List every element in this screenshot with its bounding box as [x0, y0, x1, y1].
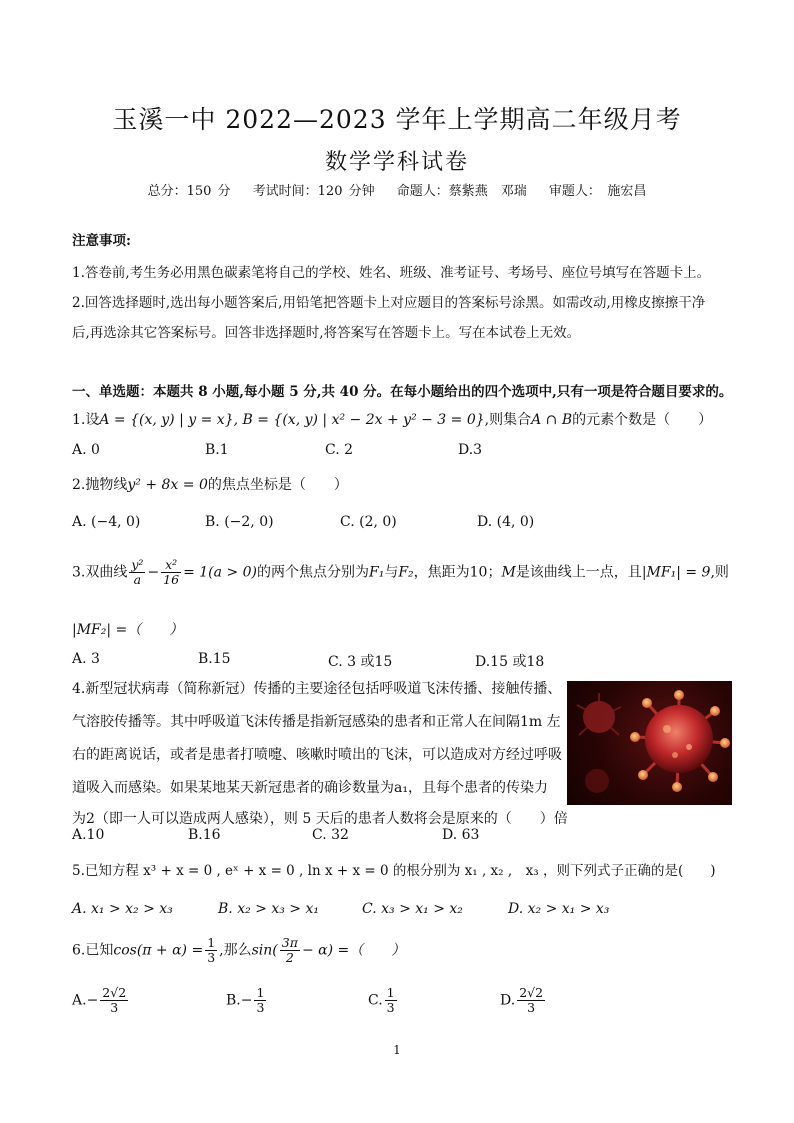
q1-option-d[interactable]: D.3 — [458, 442, 483, 458]
virus-blur — [585, 769, 609, 793]
question-4-line-2: 气溶胶传播等。其中呼吸道飞沫传播是指新冠感染的患者和正常人在间隔1m 左 — [72, 714, 561, 730]
q4-option-a[interactable]: A.10 — [72, 827, 105, 843]
fraction-1-3: $\frac{1}{3}$ — [207, 935, 216, 965]
question-4-line-4: 道吸入而感染。如果某地某天新冠患者的确诊数量为a₁，且每个患者的传染力 — [72, 780, 548, 796]
virus-small — [577, 693, 621, 735]
notice-heading: 注意事项: — [72, 233, 131, 249]
q3-option-d[interactable]: D.15 或18 — [475, 654, 545, 670]
exam-title: 玉溪一中 2022—2023 学年上学期高二年级月考 — [112, 105, 682, 134]
section-heading: 一、单选题：本题共 8 小题,每小题 5 分,共 40 分。在每小题给出的四个选项中,只有一项是符合题目要求的。 — [72, 384, 733, 400]
question-5: 5.已知方程 x³ + x = 0 , eˣ + x = 0 , ln x + x = 0 的根分别为 x₁ , x₂ , x₃ ，则下列式子正确的是( ) — [72, 863, 716, 879]
q5-option-c[interactable]: C. x₃ > x₁ > x₂ — [362, 901, 463, 917]
q5-option-b[interactable]: B. x₂ > x₃ > x₁ — [218, 901, 319, 917]
question-4-line-1: 4.新型冠状病毒（简称新冠）传播的主要途径包括呼吸道飞沫传播、接触传播、 — [72, 681, 562, 697]
question-setter: 命题人：蔡紫燕 邓瑞 — [396, 184, 527, 199]
q6-option-d[interactable]: D. $\frac{2√2}{3}$ — [500, 985, 544, 1015]
page-number: 1 — [393, 1043, 401, 1057]
coronavirus-image — [567, 681, 732, 805]
q5-option-d[interactable]: D. x₂ > x₁ > x₃ — [508, 901, 610, 917]
set-a: A = {(x, y) | y = x} — [99, 412, 234, 428]
q3-option-b[interactable]: B.15 — [198, 651, 231, 667]
fraction-y2-a: $\frac{\text{y²}}{a}$ — [131, 557, 144, 587]
q6-option-a[interactable]: A.− $\frac{2√2}{3}$ — [72, 985, 127, 1015]
q2-option-b[interactable]: B. (−2, 0) — [205, 514, 274, 530]
question-3-line-2: |MF₂| =（ ） — [72, 622, 184, 638]
q2-option-d[interactable]: D. (4, 0) — [477, 514, 535, 530]
question-4-line-3: 右的距离说话，或者是患者打喷嚏、咳嗽时喷出的飞沫，可以造成对方经过呼吸 — [72, 747, 562, 763]
notice-line-1: 1.答卷前,考生务必用黑色碳素笔将自己的学校、姓名、班级、准考证号、考场号、座位号填写在答题卡上。 — [72, 265, 711, 281]
q4-option-d[interactable]: D. 63 — [442, 827, 480, 843]
q4-option-b[interactable]: B.16 — [188, 827, 221, 843]
reviewer: 审题人： 施宏昌 — [548, 184, 647, 199]
fraction-x2-16: $\frac{\text{x²}}{16}$ — [163, 557, 180, 587]
q1-option-b[interactable]: B.1 — [205, 442, 229, 458]
total-score: 总分：150 分 — [147, 184, 231, 199]
exam-meta — [0, 180, 794, 199]
exam-time: 考试时间：120 分钟 — [252, 184, 375, 199]
q2-option-a[interactable]: A. (−4, 0) — [72, 514, 141, 530]
coronavirus-illustration — [567, 681, 732, 805]
fraction-3pi-2: $\frac{3\pi}{2}$ — [281, 935, 298, 965]
q2-option-c[interactable]: C. (2, 0) — [340, 514, 397, 530]
q6-option-c[interactable]: C. $\frac{1}{3}$ — [368, 985, 395, 1015]
q4-option-c[interactable]: C. 32 — [312, 827, 349, 843]
q3-option-c[interactable]: C. 3 或15 — [328, 654, 393, 670]
question-3: 3.双曲线 $\frac{\text{y²}}{a}$ − $\frac{\text{x²}}{16}$ = 1(a > 0)的两个焦点分别为F₁与F₂，焦距为10；M是该曲线上一点，且|MF₁| = 9,则 — [72, 557, 729, 587]
question-4-line-5: 为2（即一人可以造成两人感染），则 5 天后的患者人数将会是原来的（ ）倍 — [72, 811, 568, 827]
question-1: 1.设A = {(x, y) | y = x}, B = {(x, y) | x² − 2x + y² − 3 = 0},则集合A ∩ B的元素个数是（ ） — [72, 412, 713, 428]
question-6: 6.已知cos(π + α) = $\frac{1}{3}$ ,那么sin( $\frac{3\pi}{2}$ − α) =（ ） — [72, 935, 406, 965]
q6-option-b[interactable]: B.− $\frac{1}{3}$ — [226, 985, 265, 1015]
notice-line-2: 2.回答选择题时,选出每小题答案后,用铅笔把答题卡上对应题目的答案标号涂黑。如需改动,用橡皮擦擦干净 — [72, 295, 706, 311]
q1-option-c[interactable]: C. 2 — [325, 442, 354, 458]
exam-subtitle: 数学学科试卷 — [324, 150, 469, 175]
question-2: 2.抛物线y² + 8x = 0的焦点坐标是（ ） — [72, 477, 348, 493]
q1-option-a[interactable]: A. 0 — [72, 442, 100, 458]
notice-line-3: 后,再选涂其它答案标号。回答非选择题时,将答案写在答题卡上。写在本试卷上无效。 — [72, 325, 581, 341]
virus-large — [630, 690, 730, 792]
q3-option-a[interactable]: A. 3 — [72, 651, 100, 667]
set-b: , B = {(x, y) | x² − 2x + y² − 3 = 0} — [233, 412, 485, 428]
q5-option-a[interactable]: A. x₁ > x₂ > x₃ — [72, 901, 173, 917]
